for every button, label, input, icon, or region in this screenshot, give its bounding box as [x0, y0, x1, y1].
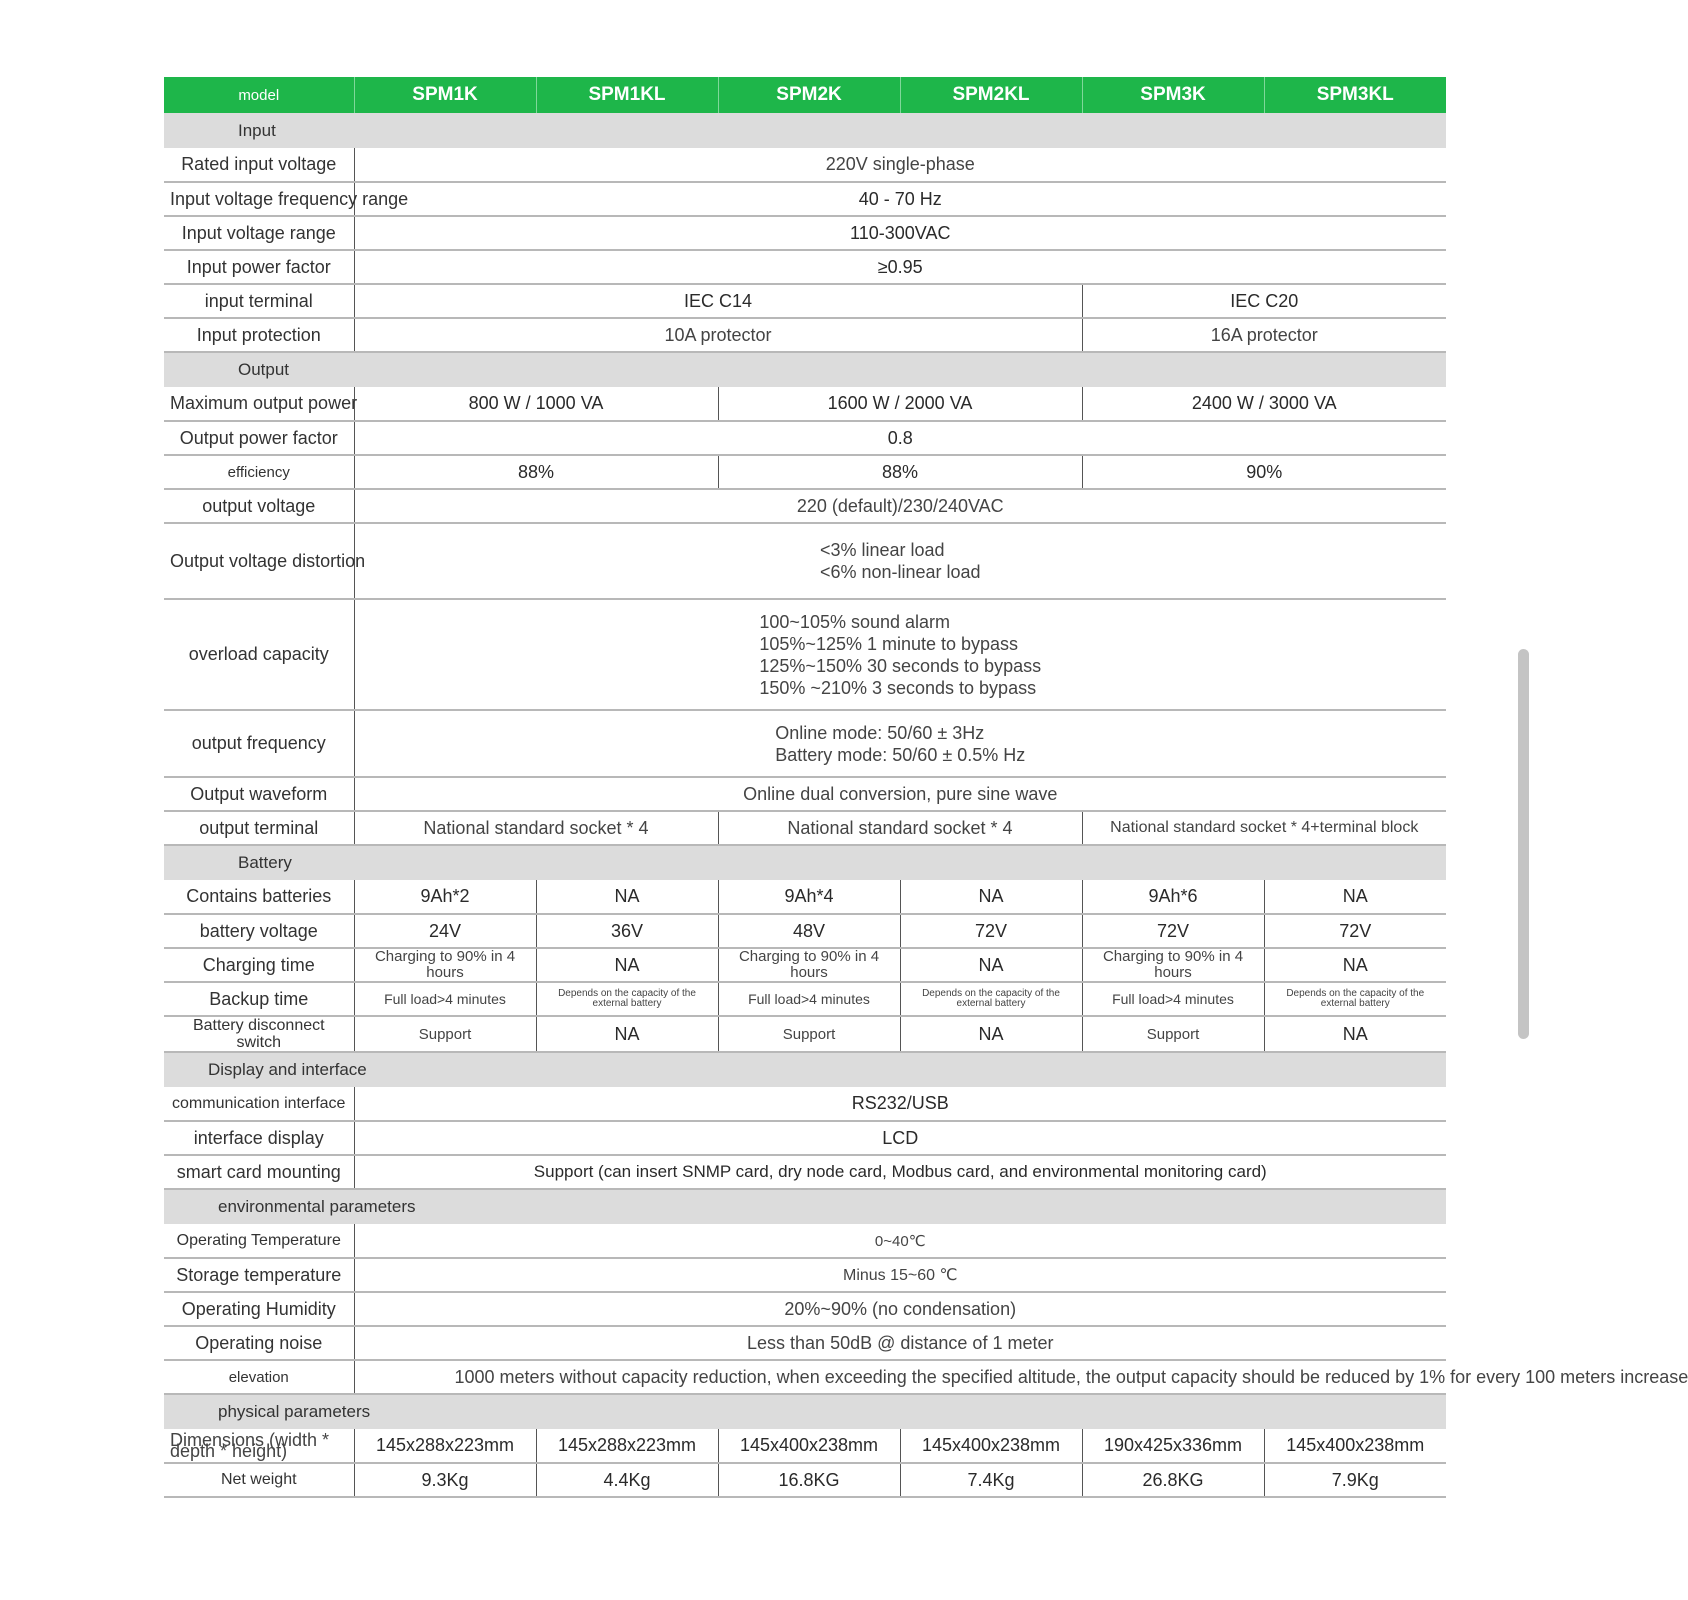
row-value: 145x400x238mm: [718, 1429, 900, 1463]
model-header-spm2k: SPM2K: [718, 77, 900, 113]
row-value: 9Ah*4: [718, 880, 900, 914]
row-value: 1600 W / 2000 VA: [718, 387, 1082, 421]
row-value: National standard socket * 4: [718, 811, 1082, 845]
row-label: Charging time: [164, 948, 354, 982]
row-charging-time: [164, 948, 1446, 982]
row-value: Support: [1082, 1016, 1264, 1052]
row-value: 90%: [1082, 455, 1446, 489]
row-value: 9Ah*2: [354, 880, 536, 914]
row-efficiency: [164, 455, 1446, 489]
row-label: Battery disconnect switch: [164, 1016, 354, 1052]
model-header-spm3kl: SPM3KL: [1264, 77, 1446, 113]
row-label: Backup time: [164, 982, 354, 1016]
row-label: Maximum output power: [164, 387, 354, 421]
row-label: Operating noise: [164, 1326, 354, 1360]
row-label: Input protection: [164, 318, 354, 352]
row-value: Online dual conversion, pure sine wave: [354, 777, 1446, 811]
row-label: input terminal: [164, 284, 354, 318]
row-label: Output waveform: [164, 777, 354, 811]
row-label: Output voltage distortion: [164, 523, 354, 599]
vertical-scrollbar[interactable]: [1518, 649, 1529, 1039]
row-value: NA: [536, 948, 718, 982]
row-input-power-factor: [164, 250, 1446, 284]
section-title: Display and interface: [208, 1060, 367, 1079]
row-value: Depends on the capacity of the external battery: [1264, 982, 1446, 1016]
row-battery-disconnect: [164, 1016, 1446, 1052]
row-value: Full load>4 minutes: [718, 982, 900, 1016]
row-label: output voltage: [164, 489, 354, 523]
section-environment: [164, 1189, 1446, 1224]
section-title: environmental parameters: [218, 1197, 416, 1216]
row-label: battery voltage: [164, 914, 354, 948]
row-comm-interface: [164, 1087, 1446, 1121]
row-label: overload capacity: [164, 599, 354, 710]
spec-sheet: [164, 77, 1688, 1498]
row-value: Online mode: 50/60 ± 3Hz Battery mode: 50/60 ± 0.5% Hz: [775, 722, 1026, 765]
row-value: 72V: [1082, 914, 1264, 948]
row-value: Minus 15~60 ℃: [354, 1258, 1446, 1292]
row-rated-input-voltage: [164, 148, 1446, 182]
row-value: National standard socket * 4: [354, 811, 718, 845]
spec-table: [164, 77, 1688, 1498]
row-value: 9Ah*6: [1082, 880, 1264, 914]
row-value: 220V single-phase: [354, 148, 1446, 182]
row-value: 88%: [718, 455, 1082, 489]
row-storage-temp: [164, 1258, 1446, 1292]
row-label: Contains batteries: [164, 880, 354, 914]
row-value: 800 W / 1000 VA: [354, 387, 718, 421]
row-operating-humidity: [164, 1292, 1446, 1326]
row-value: IEC C20: [1082, 284, 1446, 318]
row-value: 36V: [536, 914, 718, 948]
row-contains-batteries: [164, 880, 1446, 914]
row-elevation: [164, 1360, 1446, 1394]
row-value: NA: [900, 880, 1082, 914]
row-value: <3% linear load <6% non-linear load: [819, 540, 981, 582]
row-value: 0~40℃: [354, 1224, 1446, 1258]
row-value: 10A protector: [354, 318, 1082, 352]
row-value: NA: [900, 948, 1082, 982]
row-value: 4.4Kg: [536, 1463, 718, 1497]
row-value: ≥0.95: [354, 250, 1446, 284]
row-interface-display: [164, 1121, 1446, 1155]
row-value: 16.8KG: [718, 1463, 900, 1497]
row-value: 9.3Kg: [354, 1463, 536, 1497]
row-value: 145x288x223mm: [354, 1429, 536, 1463]
row-input-terminal: [164, 284, 1446, 318]
row-max-output-power: [164, 387, 1446, 421]
section-display: [164, 1052, 1446, 1087]
row-value: NA: [1264, 880, 1446, 914]
section-physical: [164, 1394, 1446, 1429]
row-value: Charging to 90% in 4 hours: [1082, 948, 1264, 982]
row-label: interface display: [164, 1121, 354, 1155]
row-label: smart card mounting: [164, 1155, 354, 1189]
row-label: Operating Temperature: [164, 1224, 354, 1258]
row-label: Rated input voltage: [164, 148, 354, 182]
row-label: Operating Humidity: [164, 1292, 354, 1326]
row-value: 48V: [718, 914, 900, 948]
row-output-terminal: [164, 811, 1446, 845]
row-overload-capacity: [164, 599, 1446, 710]
row-value: 110-300VAC: [354, 216, 1446, 250]
row-label: output terminal: [164, 811, 354, 845]
row-label: Input voltage frequency range: [164, 182, 354, 216]
row-value: Depends on the capacity of the external battery: [900, 982, 1082, 1016]
section-title: Battery: [238, 853, 292, 872]
model-header-spm2kl: SPM2KL: [900, 77, 1082, 113]
row-smart-card: [164, 1155, 1446, 1189]
row-label: Net weight: [164, 1463, 354, 1497]
row-input-voltage-range: [164, 216, 1446, 250]
row-value: 0.8: [354, 421, 1446, 455]
row-input-protection: [164, 318, 1446, 352]
row-value: 88%: [354, 455, 718, 489]
section-title: Output: [238, 360, 290, 379]
row-value: 2400 W / 3000 VA: [1082, 387, 1446, 421]
row-output-distortion: [164, 523, 1446, 599]
row-value: NA: [536, 880, 718, 914]
row-value: LCD: [354, 1121, 1446, 1155]
row-label: output frequency: [164, 710, 354, 777]
row-value: NA: [536, 1016, 718, 1052]
row-value: 72V: [900, 914, 1082, 948]
row-input-freq-range: [164, 182, 1446, 216]
row-value: 40 - 70 Hz: [354, 182, 1446, 216]
row-value: Charging to 90% in 4 hours: [354, 948, 536, 982]
row-value: Charging to 90% in 4 hours: [718, 948, 900, 982]
row-value: Full load>4 minutes: [354, 982, 536, 1016]
row-label: Input power factor: [164, 250, 354, 284]
row-backup-time: [164, 982, 1446, 1016]
row-operating-temp: [164, 1224, 1446, 1258]
model-header-spm1k: SPM1K: [354, 77, 536, 113]
row-value: 145x288x223mm: [536, 1429, 718, 1463]
row-value: National standard socket * 4+terminal block: [1082, 811, 1446, 845]
row-value: IEC C14: [354, 284, 1082, 318]
row-value: 1000 meters without capacity reduction, when exceeding the specified altitude, the output capacity should be reduced by 1% for every 100 meters increase: [354, 1360, 1446, 1394]
row-value: Full load>4 minutes: [1082, 982, 1264, 1016]
section-battery: [164, 845, 1446, 880]
row-value: NA: [900, 1016, 1082, 1052]
section-output: [164, 352, 1446, 387]
row-value: 145x400x238mm: [900, 1429, 1082, 1463]
section-input: [164, 113, 1446, 148]
row-value: NA: [1264, 948, 1446, 982]
row-value: 7.9Kg: [1264, 1463, 1446, 1497]
row-output-power-factor: [164, 421, 1446, 455]
row-value: Support (can insert SNMP card, dry node card, Modbus card, and environmental monitoring card): [354, 1155, 1446, 1189]
row-value: 190x425x336mm: [1082, 1429, 1264, 1463]
row-value: 145x400x238mm: [1264, 1429, 1446, 1463]
section-title: Input: [238, 120, 276, 140]
row-label: Storage temperature: [164, 1258, 354, 1292]
row-operating-noise: [164, 1326, 1446, 1360]
row-value: Support: [718, 1016, 900, 1052]
row-output-voltage: [164, 489, 1446, 523]
row-value: 24V: [354, 914, 536, 948]
row-value: 26.8KG: [1082, 1463, 1264, 1497]
row-value: 100~105% sound alarm 105%~125% 1 minute to bypass 125%~150% 30 seconds to bypass 150% ~210% 3 seconds to bypass: [759, 611, 1042, 698]
row-output-waveform: [164, 777, 1446, 811]
row-value: Less than 50dB @ distance of 1 meter: [354, 1326, 1446, 1360]
row-output-frequency: [164, 710, 1446, 777]
row-net-weight: [164, 1463, 1446, 1497]
row-value: RS232/USB: [354, 1087, 1446, 1121]
header-row: [164, 77, 1446, 113]
row-label: Input voltage range: [164, 216, 354, 250]
row-value: 7.4Kg: [900, 1463, 1082, 1497]
row-label: efficiency: [164, 455, 354, 489]
model-header-spm3k: SPM3K: [1082, 77, 1264, 113]
row-label: communication interface: [164, 1087, 354, 1121]
row-label: Dimensions (width * depth * height): [164, 1429, 354, 1463]
row-battery-voltage: [164, 914, 1446, 948]
row-value: Depends on the capacity of the external battery: [536, 982, 718, 1016]
model-header-spm1kl: SPM1KL: [536, 77, 718, 113]
section-title: physical parameters: [218, 1402, 371, 1421]
row-value: 72V: [1264, 914, 1446, 948]
row-label: Output power factor: [164, 421, 354, 455]
row-value: 220 (default)/230/240VAC: [354, 489, 1446, 523]
row-value: 16A protector: [1082, 318, 1446, 352]
row-value: NA: [1264, 1016, 1446, 1052]
model-header-label: model: [164, 77, 354, 113]
row-dimensions: [164, 1429, 1446, 1463]
row-value: Support: [354, 1016, 536, 1052]
row-value: 20%~90% (no condensation): [354, 1292, 1446, 1326]
row-label: elevation: [164, 1360, 354, 1394]
